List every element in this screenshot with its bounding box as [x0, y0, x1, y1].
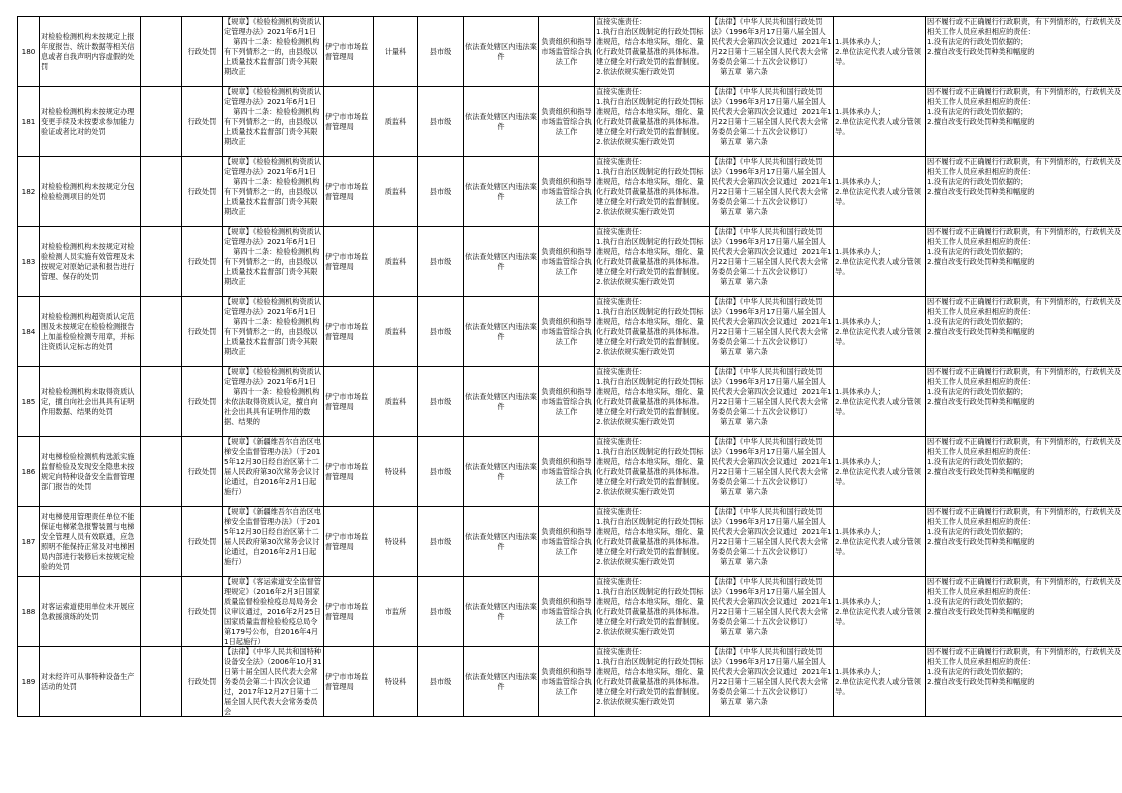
item-name-cell — [40, 157, 141, 227]
handling-unit: 特设科 — [384, 676, 407, 686]
item-type-cell — [182, 367, 223, 437]
item-name-cell — [40, 17, 141, 87]
handling-unit-cell — [374, 297, 418, 367]
legal-basis-cell — [223, 297, 324, 367]
responsibility-body-cell — [539, 227, 595, 297]
accountability-basis: 【法律】《中华人民共和国行政处罚法》（1996年3月17日第八届全国人民代表大会第四次会议通过 2021年1月22日第十三届全国人民代表大会常务委员会第二十五次会议修订） 第五章 第六条 — [711, 647, 832, 706]
table-row — [18, 17, 1122, 87]
admin-level-cell — [418, 87, 464, 157]
accountability-basis-cell — [710, 297, 834, 367]
responsible-persons-cell — [834, 157, 926, 227]
row-number: 182 — [21, 186, 36, 196]
table-row — [18, 367, 1122, 437]
implementation-subject-cell — [464, 157, 539, 227]
item-type: 行政处罚 — [187, 116, 217, 126]
department: 伊宁市市场监督管理局 — [325, 111, 369, 131]
responsible-persons-cell — [834, 647, 926, 717]
row-number: 181 — [21, 116, 36, 126]
responsible-persons: 1.具体承办人； 2.单位法定代表人或分管领导。 — [835, 36, 921, 66]
item-name-cell — [40, 577, 141, 647]
liability-situations-cell — [926, 297, 1122, 367]
implementation-subject-cell — [464, 17, 539, 87]
department-cell — [324, 297, 374, 367]
item-type: 行政处罚 — [187, 536, 217, 546]
accountability-basis: 【法律】《中华人民共和国行政处罚法》（1996年3月17日第八届全国人民代表大会第四次会议通过 2021年1月22日第十三届全国人民代表大会常务委员会第二十五次会议修订） 第五章 第六条 — [711, 367, 832, 426]
row-number: 185 — [21, 396, 36, 406]
liability-situations: 因不履行或不正确履行行政职责，有下列情形的，行政机关及相关工作人员应承担相应的责任： 1.没有法定的行政处罚依据的； 2.擅自改变行政处罚种类和幅度的 — [927, 17, 1122, 56]
legal-basis: 【规章】《检验检测机构资质认定管理办法》2021年6月1日 第四十二条：检验检测机构有下列情形之一的，由县级以上质量技术监督部门责令其限期改正 — [224, 297, 322, 356]
department-cell — [324, 17, 374, 87]
department: 伊宁市市场监督管理局 — [325, 531, 369, 551]
department: 伊宁市市场监督管理局 — [325, 251, 369, 271]
department: 伊宁市市场监督管理局 — [325, 461, 369, 481]
responsibility-body-cell — [539, 297, 595, 367]
handling-unit: 特设科 — [384, 536, 407, 546]
implementation-subject-cell — [464, 297, 539, 367]
handling-unit: 质监科 — [384, 326, 407, 336]
implementation-subject-cell — [464, 437, 539, 507]
item-type-cell — [182, 17, 223, 87]
responsibility-body-cell — [539, 17, 595, 87]
handling-unit: 质监科 — [384, 116, 407, 126]
liability-situations-cell — [926, 87, 1122, 157]
implementation-subject: 依法查处辖区内违法案件 — [465, 251, 537, 271]
implementation-subject-cell — [464, 577, 539, 647]
accountability-basis-cell — [710, 647, 834, 717]
liability-situations: 因不履行或不正确履行行政职责，有下列情形的，行政机关及相关工作人员应承担相应的责任： 1.没有法定的行政处罚依据的； 2.擅自改变行政处罚种类和幅度的 — [927, 367, 1122, 406]
implementation-subject: 依法查处辖区内违法案件 — [465, 601, 537, 621]
handling-unit-cell — [374, 17, 418, 87]
responsibility-body-cell — [539, 507, 595, 577]
liability-situations: 因不履行或不正确履行行政职责，有下列情形的，行政机关及相关工作人员应承担相应的责任： 1.没有法定的行政处罚依据的； 2.擅自改变行政处罚种类和幅度的 — [927, 437, 1122, 476]
item-name: 对客运索道使用单位未开展应急救援演练的处罚 — [41, 601, 135, 621]
responsibility-body-cell — [539, 647, 595, 717]
authority-list-table — [17, 16, 1122, 717]
legal-basis: 【法律】《中华人民共和国特种设备安全法》（2006年10月31日第十届全国人民代表大会常务委员会第二十四次会议通过，2017年12月27日第十二届全国人民代表大会常务委员会 — [224, 647, 322, 716]
responsible-persons-cell — [834, 577, 926, 647]
handling-unit: 市监所 — [384, 606, 407, 616]
item-name-cell — [40, 507, 141, 577]
responsible-persons: 1.具体承办人； 2.单位法定代表人或分管领导。 — [835, 386, 921, 416]
department-cell — [324, 157, 374, 227]
row-number: 184 — [21, 326, 36, 336]
handling-unit-cell — [374, 87, 418, 157]
liability-situations-cell — [926, 437, 1122, 507]
handling-unit: 质监科 — [384, 186, 407, 196]
handling-unit-cell — [374, 157, 418, 227]
legal-basis-cell — [223, 367, 324, 437]
item-name: 对检验检测机构未按规定分包检验检测项目的处罚 — [41, 181, 135, 201]
table-row — [18, 437, 1122, 507]
legal-basis: 【规章】《新疆维吾尔自治区电梯安全监督管理办法》（于2015年12月30日经自治区第十二届人民政府第30次常务会议讨论通过，自2016年2月1日起施行） — [224, 507, 322, 566]
handling-unit-cell — [374, 647, 418, 717]
responsibility-content-cell — [595, 647, 710, 717]
responsibility-content-cell — [595, 227, 710, 297]
item-type-cell — [182, 297, 223, 367]
legal-basis: 【规章】《检验检测机构资质认定管理办法》2021年6月1日 第四十一条：检验检测机构未依法取得资质认定，擅自向社会出具具有证明作用的数据、结果的 — [224, 367, 322, 426]
implementation-subject: 依法查处辖区内违法案件 — [465, 391, 537, 411]
legal-basis: 【规章】《客运索道安全监督管理规定》（2016年2月3日国家质量监督检验检疫总局局务会议审议通过，2016年2月25日国家质量监督检验检疫总局令第179号公布，自2016年4月1日起施行） — [224, 577, 322, 646]
item-type-cell — [182, 157, 223, 227]
accountability-basis: 【法律】《中华人民共和国行政处罚法》（1996年3月17日第八届全国人民代表大会第四次会议通过 2021年1月22日第十三届全国人民代表大会常务委员会第二十五次会议修订） 第五章 第六条 — [711, 87, 832, 146]
responsible-persons: 1.具体承办人； 2.单位法定代表人或分管领导。 — [835, 176, 921, 206]
accountability-basis-cell — [710, 17, 834, 87]
item-name: 对检验检测机构超资质认定范围及未按规定在检验检测报告上加盖检验检测专用章，并标注资质认定标志的处罚 — [41, 311, 135, 351]
empty-cell-cell — [141, 507, 182, 577]
responsibility-content: 直接实施责任： 1.执行自治区级制定的行政处罚标准规范，结合本地实际，细化、量化行政处罚裁量基准的具体标准。建立健全对行政处罚的监督制度。 2.依法依规实施行政处罚 — [596, 647, 704, 706]
table-row — [18, 157, 1122, 227]
liability-situations-cell — [926, 577, 1122, 647]
admin-level-cell — [418, 227, 464, 297]
responsibility-body: 负责组织和指导市场监管综合执法工作 — [541, 176, 592, 206]
admin-level-cell — [418, 157, 464, 227]
implementation-subject-cell — [464, 507, 539, 577]
admin-level: 县市级 — [429, 116, 452, 126]
item-name-cell — [40, 87, 141, 157]
accountability-basis-cell — [710, 157, 834, 227]
responsibility-content-cell — [595, 87, 710, 157]
item-type-cell — [182, 437, 223, 507]
accountability-basis: 【法律】《中华人民共和国行政处罚法》（1996年3月17日第八届全国人民代表大会第四次会议通过 2021年1月22日第十三届全国人民代表大会常务委员会第二十五次会议修订） 第五章 第六条 — [711, 577, 832, 636]
implementation-subject: 依法查处辖区内违法案件 — [465, 671, 537, 691]
handling-unit: 计量科 — [384, 46, 407, 56]
item-type-cell — [182, 87, 223, 157]
responsible-persons: 1.具体承办人； 2.单位法定代表人或分管领导。 — [835, 246, 921, 276]
responsibility-body: 负责组织和指导市场监管综合执法工作 — [541, 526, 592, 556]
row-number: 189 — [21, 676, 36, 686]
accountability-basis-cell — [710, 367, 834, 437]
item-name: 对未经许可从事特种设备生产活动的处罚 — [41, 671, 135, 691]
responsibility-body-cell — [539, 157, 595, 227]
row-number-cell — [18, 157, 40, 227]
admin-level-cell — [418, 437, 464, 507]
item-type: 行政处罚 — [187, 256, 217, 266]
row-number-cell — [18, 507, 40, 577]
admin-level-cell — [418, 367, 464, 437]
liability-situations-cell — [926, 227, 1122, 297]
department: 伊宁市市场监督管理局 — [325, 321, 369, 341]
item-name-cell — [40, 437, 141, 507]
table-row — [18, 227, 1122, 297]
accountability-basis-cell — [710, 87, 834, 157]
liability-situations: 因不履行或不正确履行行政职责，有下列情形的，行政机关及相关工作人员应承担相应的责任： 1.没有法定的行政处罚依据的； 2.擅自改变行政处罚种类和幅度的 — [927, 297, 1122, 336]
admin-level: 县市级 — [429, 186, 452, 196]
responsible-persons-cell — [834, 17, 926, 87]
item-name-cell — [40, 647, 141, 717]
row-number: 188 — [21, 606, 36, 616]
liability-situations-cell — [926, 647, 1122, 717]
liability-situations-cell — [926, 367, 1122, 437]
department-cell — [324, 227, 374, 297]
responsibility-content: 直接实施责任： 1.执行自治区级制定的行政处罚标准规范，结合本地实际，细化、量化行政处罚裁量基准的具体标准。建立健全对行政处罚的监督制度。 2.依法依规实施行政处罚 — [596, 577, 704, 636]
row-number-cell — [18, 437, 40, 507]
accountability-basis: 【法律】《中华人民共和国行政处罚法》（1996年3月17日第八届全国人民代表大会第四次会议通过 2021年1月22日第十三届全国人民代表大会常务委员会第二十五次会议修订） 第五章 第六条 — [711, 507, 832, 566]
empty-cell-cell — [141, 157, 182, 227]
implementation-subject-cell — [464, 87, 539, 157]
responsible-persons: 1.具体承办人； 2.单位法定代表人或分管领导。 — [835, 666, 921, 696]
responsibility-body: 负责组织和指导市场监管综合执法工作 — [541, 246, 592, 276]
department-cell — [324, 507, 374, 577]
accountability-basis-cell — [710, 507, 834, 577]
empty-cell-cell — [141, 87, 182, 157]
department-cell — [324, 437, 374, 507]
item-name: 对检验检测机构未取得资质认定，擅自向社会出具具有证明作用数据、结果的处罚 — [41, 386, 135, 416]
legal-basis-cell — [223, 17, 324, 87]
empty-cell-cell — [141, 647, 182, 717]
responsibility-content: 直接实施责任： 1.执行自治区级制定的行政处罚标准规范，结合本地实际，细化、量化行政处罚裁量基准的具体标准。建立健全对行政处罚的监督制度。 2.依法依规实施行政处罚 — [596, 507, 704, 566]
responsible-persons: 1.具体承办人； 2.单位法定代表人或分管领导。 — [835, 316, 921, 346]
admin-level: 县市级 — [429, 256, 452, 266]
item-name-cell — [40, 367, 141, 437]
handling-unit-cell — [374, 437, 418, 507]
responsibility-content: 直接实施责任： 1.执行自治区级制定的行政处罚标准规范，结合本地实际，细化、量化行政处罚裁量基准的具体标准。建立健全对行政处罚的监督制度。 2.依法依规实施行政处罚 — [596, 17, 704, 76]
accountability-basis: 【法律】《中华人民共和国行政处罚法》（1996年3月17日第八届全国人民代表大会第四次会议通过 2021年1月22日第十三届全国人民代表大会常务委员会第二十五次会议修订） 第五章 第六条 — [711, 157, 832, 216]
responsibility-content: 直接实施责任： 1.执行自治区级制定的行政处罚标准规范，结合本地实际，细化、量化行政处罚裁量基准的具体标准。建立健全对行政处罚的监督制度。 2.依法依规实施行政处罚 — [596, 437, 704, 496]
legal-basis: 【规章】《检验检测机构资质认定管理办法》2021年6月1日 第四十二条：检验检测机构有下列情形之一的，由县级以上质量技术监督部门责令其限期改正 — [224, 227, 322, 286]
item-type-cell — [182, 227, 223, 297]
item-type-cell — [182, 577, 223, 647]
legal-basis-cell — [223, 227, 324, 297]
implementation-subject: 依法查处辖区内违法案件 — [465, 531, 537, 551]
department: 伊宁市市场监督管理局 — [325, 181, 369, 201]
accountability-basis-cell — [710, 577, 834, 647]
admin-level: 县市级 — [429, 46, 452, 56]
responsibility-body: 负责组织和指导市场监管综合执法工作 — [541, 386, 592, 416]
row-number-cell — [18, 367, 40, 437]
admin-level: 县市级 — [429, 536, 452, 546]
admin-level: 县市级 — [429, 676, 452, 686]
handling-unit-cell — [374, 577, 418, 647]
row-number-cell — [18, 297, 40, 367]
liability-situations: 因不履行或不正确履行行政职责，有下列情形的，行政机关及相关工作人员应承担相应的责任： 1.没有法定的行政处罚依据的； 2.擅自改变行政处罚种类和幅度的 — [927, 647, 1122, 686]
liability-situations: 因不履行或不正确履行行政职责，有下列情形的，行政机关及相关工作人员应承担相应的责任： 1.没有法定的行政处罚依据的； 2.擅自改变行政处罚种类和幅度的 — [927, 507, 1122, 546]
handling-unit-cell — [374, 507, 418, 577]
department-cell — [324, 87, 374, 157]
admin-level-cell — [418, 647, 464, 717]
empty-cell-cell — [141, 437, 182, 507]
item-type: 行政处罚 — [187, 326, 217, 336]
responsible-persons-cell — [834, 87, 926, 157]
responsible-persons-cell — [834, 507, 926, 577]
table-row — [18, 647, 1122, 717]
accountability-basis: 【法律】《中华人民共和国行政处罚法》（1996年3月17日第八届全国人民代表大会第四次会议通过 2021年1月22日第十三届全国人民代表大会常务委员会第二十五次会议修订） 第五章 第六条 — [711, 437, 832, 496]
legal-basis-cell — [223, 647, 324, 717]
item-type: 行政处罚 — [187, 676, 217, 686]
implementation-subject: 依法查处辖区内违法案件 — [465, 461, 537, 481]
responsible-persons: 1.具体承办人； 2.单位法定代表人或分管领导。 — [835, 526, 921, 556]
legal-basis: 【规章】《新疆维吾尔自治区电梯安全监督管理办法》（于2015年12月30日经自治区第十二届人民政府第30次常务会议讨论通过，自2016年2月1日起施行） — [224, 437, 322, 496]
legal-basis: 【规章】《检验检测机构资质认定管理办法》2021年6月1日 第四十二条：检验检测机构有下列情形之一的，由县级以上质量技术监督部门责令其限期改正 — [224, 157, 322, 216]
department-cell — [324, 577, 374, 647]
responsibility-content-cell — [595, 367, 710, 437]
item-name: 对检验检测机构未按规定办理变更手续及未按要求参加能力验证或者比对的处罚 — [41, 106, 135, 136]
department-cell — [324, 647, 374, 717]
handling-unit: 质监科 — [384, 396, 407, 406]
legal-basis: 【规章】《检验检测机构资质认定管理办法》2021年6月1日 第四十二条：检验检测机构有下列情形之一的，由县级以上质量技术监督部门责令其限期改正 — [224, 87, 322, 146]
implementation-subject: 依法查处辖区内违法案件 — [465, 181, 537, 201]
implementation-subject-cell — [464, 647, 539, 717]
row-number: 183 — [21, 256, 36, 266]
accountability-basis: 【法律】《中华人民共和国行政处罚法》（1996年3月17日第八届全国人民代表大会第四次会议通过 2021年1月22日第十三届全国人民代表大会常务委员会第二十五次会议修订） 第五章 第六条 — [711, 17, 832, 76]
responsible-persons-cell — [834, 297, 926, 367]
accountability-basis: 【法律】《中华人民共和国行政处罚法》（1996年3月17日第八届全国人民代表大会第四次会议通过 2021年1月22日第十三届全国人民代表大会常务委员会第二十五次会议修订） 第五章 第六条 — [711, 297, 832, 356]
item-name-cell — [40, 227, 141, 297]
responsibility-body: 负责组织和指导市场监管综合执法工作 — [541, 106, 592, 136]
liability-situations: 因不履行或不正确履行行政职责，有下列情形的，行政机关及相关工作人员应承担相应的责任： 1.没有法定的行政处罚依据的； 2.擅自改变行政处罚种类和幅度的 — [927, 577, 1122, 616]
responsibility-body: 负责组织和指导市场监管综合执法工作 — [541, 666, 592, 696]
handling-unit: 质监科 — [384, 256, 407, 266]
admin-level-cell — [418, 297, 464, 367]
admin-level: 县市级 — [429, 396, 452, 406]
responsibility-body-cell — [539, 87, 595, 157]
legal-basis-cell — [223, 437, 324, 507]
handling-unit-cell — [374, 367, 418, 437]
responsible-persons-cell — [834, 437, 926, 507]
item-name: 对电梯使用管理责任单位不能保证电梯紧急报警装置与电梯安全管理人员有效联通，应急照明不能保持正常及对电梯困局内部进行装修后未按规定检验的处罚 — [41, 511, 135, 571]
implementation-subject: 依法查处辖区内违法案件 — [465, 41, 537, 61]
row-number-cell — [18, 577, 40, 647]
admin-level-cell — [418, 17, 464, 87]
accountability-basis: 【法律】《中华人民共和国行政处罚法》（1996年3月17日第八届全国人民代表大会第四次会议通过 2021年1月22日第十三届全国人民代表大会常务委员会第二十五次会议修订） 第五章 第六条 — [711, 227, 832, 286]
item-type: 行政处罚 — [187, 46, 217, 56]
department: 伊宁市市场监督管理局 — [325, 41, 369, 61]
implementation-subject: 依法查处辖区内违法案件 — [465, 111, 537, 131]
responsibility-content: 直接实施责任： 1.执行自治区级制定的行政处罚标准规范，结合本地实际，细化、量化行政处罚裁量基准的具体标准。建立健全对行政处罚的监督制度。 2.依法依规实施行政处罚 — [596, 157, 704, 216]
legal-basis-cell — [223, 507, 324, 577]
responsibility-content-cell — [595, 507, 710, 577]
department-cell — [324, 367, 374, 437]
responsibility-content: 直接实施责任： 1.执行自治区级制定的行政处罚标准规范，结合本地实际，细化、量化行政处罚裁量基准的具体标准。建立健全对行政处罚的监督制度。 2.依法依规实施行政处罚 — [596, 297, 704, 356]
row-number-cell — [18, 17, 40, 87]
responsibility-body-cell — [539, 577, 595, 647]
responsibility-content-cell — [595, 297, 710, 367]
legal-basis-cell — [223, 87, 324, 157]
admin-level-cell — [418, 507, 464, 577]
responsibility-body: 负责组织和指导市场监管综合执法工作 — [541, 596, 592, 626]
responsible-persons-cell — [834, 367, 926, 437]
responsible-persons: 1.具体承办人； 2.单位法定代表人或分管领导。 — [835, 106, 921, 136]
item-name-cell — [40, 297, 141, 367]
responsible-persons: 1.具体承办人； 2.单位法定代表人或分管领导。 — [835, 596, 921, 626]
legal-basis: 【规章】《检验检测机构资质认定管理办法》2021年6月1日 第四十二条：检验检测机构有下列情形之一的，由县级以上质量技术监督部门责令其限期改正 — [224, 17, 322, 76]
responsibility-content: 直接实施责任： 1.执行自治区级制定的行政处罚标准规范，结合本地实际，细化、量化行政处罚裁量基准的具体标准。建立健全对行政处罚的监督制度。 2.依法依规实施行政处罚 — [596, 227, 704, 286]
item-name: 对检验检测机构未按规定对检验检测人员实施有效管理及未按规定对原始记录和报告进行管理、保存的处罚 — [41, 241, 135, 281]
legal-basis-cell — [223, 577, 324, 647]
admin-level: 县市级 — [429, 606, 452, 616]
responsibility-body: 负责组织和指导市场监管综合执法工作 — [541, 316, 592, 346]
responsibility-body: 负责组织和指导市场监管综合执法工作 — [541, 456, 592, 486]
department: 伊宁市市场监督管理局 — [325, 601, 369, 621]
empty-cell-cell — [141, 577, 182, 647]
item-name: 对检验检测机构未按规定上报年度报告、统计数据等相关信息或者自我声明内容虚假的处罚 — [41, 31, 135, 71]
row-number-cell — [18, 87, 40, 157]
item-type: 行政处罚 — [187, 396, 217, 406]
table-body — [18, 17, 1122, 717]
table-row — [18, 87, 1122, 157]
item-name: 对电梯检验检测机构选派实施监督检验及发现安全隐患未按规定向特种设备安全监督管理部门报告的处罚 — [41, 451, 135, 491]
department: 伊宁市市场监督管理局 — [325, 391, 369, 411]
handling-unit: 特设科 — [384, 466, 407, 476]
responsibility-body: 负责组织和指导市场监管综合执法工作 — [541, 36, 592, 66]
admin-level-cell — [418, 577, 464, 647]
item-type: 行政处罚 — [187, 606, 217, 616]
admin-level: 县市级 — [429, 466, 452, 476]
responsibility-content-cell — [595, 17, 710, 87]
implementation-subject: 依法查处辖区内违法案件 — [465, 321, 537, 341]
responsibility-content: 直接实施责任： 1.执行自治区级制定的行政处罚标准规范，结合本地实际，细化、量化行政处罚裁量基准的具体标准。建立健全对行政处罚的监督制度。 2.依法依规实施行政处罚 — [596, 87, 704, 146]
table-row — [18, 577, 1122, 647]
department: 伊宁市市场监督管理局 — [325, 671, 369, 691]
liability-situations-cell — [926, 157, 1122, 227]
responsibility-body-cell — [539, 437, 595, 507]
responsible-persons-cell — [834, 227, 926, 297]
handling-unit-cell — [374, 227, 418, 297]
responsibility-content-cell — [595, 577, 710, 647]
legal-basis-cell — [223, 157, 324, 227]
liability-situations: 因不履行或不正确履行行政职责，有下列情形的，行政机关及相关工作人员应承担相应的责任： 1.没有法定的行政处罚依据的； 2.擅自改变行政处罚种类和幅度的 — [927, 227, 1122, 266]
row-number: 187 — [21, 536, 36, 546]
empty-cell-cell — [141, 297, 182, 367]
row-number: 186 — [21, 466, 36, 476]
row-number-cell — [18, 647, 40, 717]
table-row — [18, 507, 1122, 577]
accountability-basis-cell — [710, 437, 834, 507]
liability-situations: 因不履行或不正确履行行政职责，有下列情形的，行政机关及相关工作人员应承担相应的责任： 1.没有法定的行政处罚依据的； 2.擅自改变行政处罚种类和幅度的 — [927, 157, 1122, 196]
implementation-subject-cell — [464, 227, 539, 297]
responsible-persons: 1.具体承办人； 2.单位法定代表人或分管领导。 — [835, 456, 921, 486]
admin-level: 县市级 — [429, 326, 452, 336]
item-type: 行政处罚 — [187, 186, 217, 196]
liability-situations-cell — [926, 17, 1122, 87]
item-type-cell — [182, 507, 223, 577]
liability-situations-cell — [926, 507, 1122, 577]
item-type: 行政处罚 — [187, 466, 217, 476]
item-type-cell — [182, 647, 223, 717]
row-number-cell — [18, 227, 40, 297]
liability-situations: 因不履行或不正确履行行政职责，有下列情形的，行政机关及相关工作人员应承担相应的责任： 1.没有法定的行政处罚依据的； 2.擅自改变行政处罚种类和幅度的 — [927, 87, 1122, 126]
responsibility-content-cell — [595, 157, 710, 227]
responsibility-content: 直接实施责任： 1.执行自治区级制定的行政处罚标准规范，结合本地实际，细化、量化行政处罚裁量基准的具体标准。建立健全对行政处罚的监督制度。 2.依法依规实施行政处罚 — [596, 367, 704, 426]
empty-cell-cell — [141, 367, 182, 437]
row-number: 180 — [21, 46, 36, 56]
implementation-subject-cell — [464, 367, 539, 437]
empty-cell-cell — [141, 227, 182, 297]
responsibility-content-cell — [595, 437, 710, 507]
responsibility-body-cell — [539, 367, 595, 437]
table-row — [18, 297, 1122, 367]
accountability-basis-cell — [710, 227, 834, 297]
empty-cell-cell — [141, 17, 182, 87]
